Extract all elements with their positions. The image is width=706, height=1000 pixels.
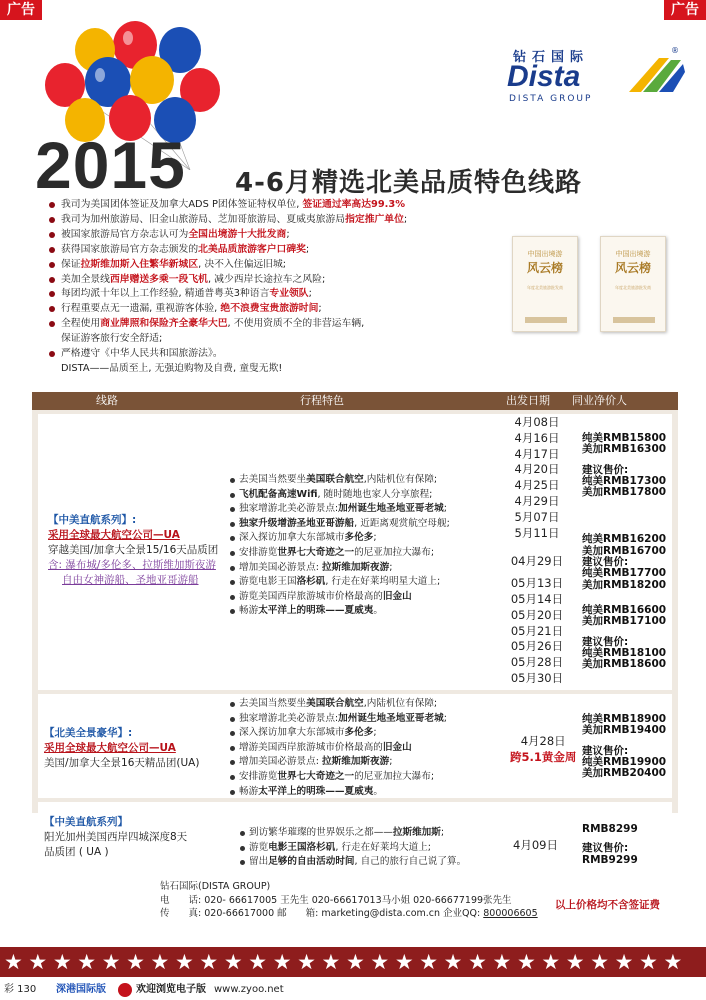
route-1-airline: 采用全球最大航空公司—UA	[48, 529, 180, 541]
suggest-label: 建议售价:	[582, 842, 629, 854]
route-1-feature: 独家升级增游圣地亚哥游船, 近距离观赏航空母舰;	[230, 517, 450, 532]
route-2-series: 【北美全景豪华】:	[44, 727, 133, 739]
year-title: 2015	[35, 128, 186, 202]
bottom-bar	[0, 980, 706, 1000]
award-2-name: 风云榜	[614, 261, 651, 275]
route-1-features	[230, 473, 450, 619]
price-item: 美加RMB18600	[582, 658, 667, 671]
price-item: RMB8299	[582, 823, 638, 835]
logo-reg-mark: ®	[671, 46, 679, 55]
logo-wing-icon	[629, 54, 685, 94]
route-2-feature: 增游美国西岸旅游城市价格最高的旧金山	[230, 741, 447, 756]
route-3-info	[44, 815, 187, 860]
ad-label-left: 广告	[0, 0, 42, 20]
route-3-feature: 到访繁华璀璨的世界娱乐之都——拉斯维加斯;	[240, 826, 466, 841]
award-2-footer	[613, 317, 655, 323]
date-item: 05月21日	[510, 623, 564, 638]
route-2-feature: 独家增游北美必游景点:加州诞生地圣地亚哥老城;	[230, 712, 447, 727]
headline: 4-6月精选北美品质特色线路	[235, 168, 582, 198]
date-item: 5月07日	[514, 509, 560, 524]
award-2-caption: 年度北美旅游批发商	[615, 285, 651, 290]
route-1-feature: 畅游太平洋上的明珠——夏威夷。	[230, 604, 450, 619]
route-2-airline: 采用全球最大航空公司—UA	[44, 742, 176, 754]
bullet-2: 我司为加州旅游局、旧金山旅游局、芝加哥旅游局、夏威夷旅游局指定推广单位;	[47, 213, 517, 228]
price-item: 纯美RMB17700	[582, 567, 667, 580]
award-1-title: 中国出境游	[527, 250, 563, 258]
visa-note: 以上价格均不含签证费	[555, 899, 660, 911]
bullet-3: 被国家旅游局官方杂志认可为全国出境游十大批发商;	[47, 228, 517, 243]
price-item: 纯美RMB18900	[582, 713, 667, 725]
price-item: RMB9299	[582, 854, 638, 866]
suggest-label: 建议售价:	[582, 556, 629, 569]
suggest-label: 建议售价:	[582, 744, 629, 757]
header-features: 行程特色	[300, 394, 344, 407]
price-item: 美加RMB16300	[582, 443, 667, 456]
fax-line: 传 真: 020-66617000 邮 箱: marketing@dista.com.cn 企业QQ: 800006605	[160, 908, 538, 919]
route-1-feature: 增加美国必游景点: 拉斯维加斯夜游;	[230, 561, 450, 576]
price-item: 美加RMB18200	[582, 578, 667, 591]
header-price: 同业净价人	[572, 394, 627, 407]
route-2-feature: 深入探访加拿大东部城市多伦多;	[230, 726, 447, 741]
date-item: 4月16日	[514, 430, 560, 445]
header-date: 出发日期	[506, 394, 550, 407]
route-1-feature: 飞机配备高速Wifi, 随时随地也家人分享旅程;	[230, 488, 450, 503]
date-item: 05月28日	[510, 655, 564, 670]
award-certificate-1	[512, 236, 578, 332]
award-1-name: 风云榜	[526, 261, 563, 275]
date-item: 4月17日	[514, 446, 560, 461]
bullet-6: 美加全景线西岸赠送多乘一段飞机, 减少西岸长途拉车之风险;	[47, 273, 517, 288]
contact-info	[160, 880, 538, 921]
price-item: 美加RMB19400	[582, 724, 667, 737]
route-2-features	[230, 697, 447, 799]
route-1-feature: 游览美国西岸旅游城市价格最高的旧金山	[230, 590, 450, 605]
route-3-feature: 留出足够的自由活动时间, 自己的旅行自己说了算。	[240, 855, 466, 870]
route-2-date-note: 跨5.1黄金周	[510, 750, 577, 764]
route-3-desc-2: 品质团 ( UA )	[44, 846, 109, 858]
route-3-date: 4月09日	[513, 838, 558, 852]
suggest-label: 建议售价:	[582, 463, 629, 476]
logo-sub-text: DISTA GROUP	[509, 94, 593, 104]
price-item: 纯美RMB18100	[582, 646, 667, 659]
slogan: 欢迎浏览电子版	[136, 984, 206, 995]
route-1-prices	[582, 433, 666, 670]
route-1-series: 【中美直航系列】:	[48, 514, 137, 526]
route-3-feature: 游览电影王国洛杉矶, 行走在好莱坞大道上;	[240, 841, 466, 856]
suggest-label: 建议售价:	[582, 635, 629, 648]
price-item: 美加RMB20400	[582, 767, 667, 780]
route-1-info	[48, 513, 218, 588]
route-2-feature: 增加美国必游景点: 拉斯维加斯夜游;	[230, 755, 447, 770]
date-item: 05月30日	[510, 670, 564, 685]
date-item: 04月29日	[510, 554, 564, 569]
phone-line: 电 话: 020- 66617005 王先生 020-66617013马小姐 020-66677199张先生	[160, 894, 512, 906]
award-1-footer	[525, 317, 567, 323]
date-item: 4月20日	[514, 462, 560, 477]
zyoo-logo-icon	[118, 983, 132, 997]
date-item: 05月13日	[510, 576, 564, 591]
route-2-info	[44, 726, 199, 771]
price-item: 美加RMB16700	[582, 544, 667, 557]
route-3-features	[240, 826, 466, 870]
route-3-desc-1: 阳光加州美国西岸四城深度8天	[44, 831, 188, 843]
route-1-feature: 游览电影王国洛杉矶, 行走在好莱坞明星大道上;	[230, 575, 450, 590]
logo-en-text: Dista	[507, 60, 581, 93]
bullet-8: 行程重要点无一遗漏, 重视游客体验, 绝不浪费宝贵旅游时间;	[47, 302, 517, 317]
bullet-9: 全程使用商业牌照和保险齐全豪华大巴, 不使用资质不全的非营运车辆,	[47, 317, 517, 332]
page-number: 彩 130	[4, 984, 37, 995]
date-item: 4月08日	[514, 415, 560, 429]
route-2-feature: 畅游太平洋上的明珠——夏威夷。	[230, 785, 447, 800]
award-certificate-2	[600, 236, 666, 332]
route-3-series: 【中美直航系列】	[44, 816, 128, 828]
award-2-title: 中国出境游	[615, 250, 651, 258]
route-2-date-block	[510, 733, 576, 765]
bullet-5: 保证拉斯维加斯入住繁华新城区, 决不入住偏远旧城;	[47, 258, 517, 273]
route-2-prices	[582, 714, 666, 779]
bullet-10-cont: DISTA——品质至上, 无强迫购物及自费, 童叟无欺!	[61, 362, 283, 374]
route-1-incl-2: 自由女神游船、圣地亚哥游船	[62, 574, 199, 586]
logo-cn-text: 钻石国际	[513, 50, 590, 65]
company-bullets	[47, 198, 517, 377]
route-2-feature: 安排游览世界七大奇迹之一的尼亚加拉大瀑布;	[230, 770, 447, 785]
header-route: 线路	[96, 394, 118, 407]
price-item: 纯美RMB15800	[582, 432, 667, 444]
date-item: 05月20日	[510, 607, 564, 622]
star-banner: ★★★★★★★★★★★★★★★★★★★★★★★★★★★★	[0, 947, 706, 977]
date-spacer	[504, 541, 570, 554]
bullet-1: 我司为美国团体签证及加拿大ADS P团体签证特权单位, 签证通过率高达99.3%	[47, 198, 517, 213]
price-item: 美加RMB17800	[582, 486, 667, 499]
date-item: 05月14日	[510, 591, 564, 606]
route-1-feature: 独家增游北美必游景点:加州诞生地圣地亚哥老城;	[230, 502, 450, 517]
route-1-incl-1: 含: 瀑布城/多伦多、拉斯维加斯夜游	[48, 559, 216, 571]
route-3-prices	[582, 823, 638, 866]
route-1-desc: 穿越美国/加拿大全景15/16天品质团	[48, 544, 219, 556]
bullet-9-cont: 保证游客旅行安全舒适;	[61, 333, 163, 345]
price-item: 美加RMB17100	[582, 615, 667, 628]
dista-logo	[505, 44, 685, 106]
bullet-4: 获得国家旅游局官方杂志颁发的北美品质旅游客户口碑奖;	[47, 243, 517, 258]
date-item: 4月25日	[514, 478, 560, 493]
bullet-7: 每团均派十年以上工作经验, 精通普粤英3种语言专业领队;	[47, 287, 517, 302]
date-item: 4月29日	[514, 493, 560, 508]
price-item: 纯美RMB16600	[582, 603, 667, 616]
price-item: 纯美RMB19900	[582, 755, 667, 768]
price-item: 纯美RMB17300	[582, 474, 667, 487]
route-1-feature: 深入探访加拿大东部城市多伦多;	[230, 531, 450, 546]
route-1-dates	[504, 415, 570, 687]
date-item: 05月26日	[510, 639, 564, 654]
award-1-caption: 年度北美旅游批发商	[527, 285, 563, 290]
route-2-desc: 美国/加拿大全景16天精品团(UA)	[44, 757, 200, 769]
edition-name: 深港国际版	[56, 984, 106, 995]
date-item: 5月11日	[514, 525, 560, 540]
route-1-feature: 安排游览世界七大奇迹之一的尼亚加拉大瀑布;	[230, 546, 450, 561]
ad-label-right: 广告	[664, 0, 706, 20]
company-name: 钻石国际(DISTA GROUP)	[160, 881, 271, 892]
route-1-feature: 去美国当然要坐美国联合航空,内陆机位有保障;	[230, 473, 450, 488]
route-2-date: 4月28日	[520, 734, 566, 748]
bullet-10: 严格遵守《中华人民共和国旅游法》。	[47, 347, 517, 362]
route-2-feature: 去美国当然要坐美国联合航空,内陆机位有保障;	[230, 697, 447, 712]
price-item: 纯美RMB16200	[582, 533, 667, 546]
table-header	[32, 392, 678, 410]
website-url[interactable]: www.zyoo.net	[214, 984, 284, 995]
